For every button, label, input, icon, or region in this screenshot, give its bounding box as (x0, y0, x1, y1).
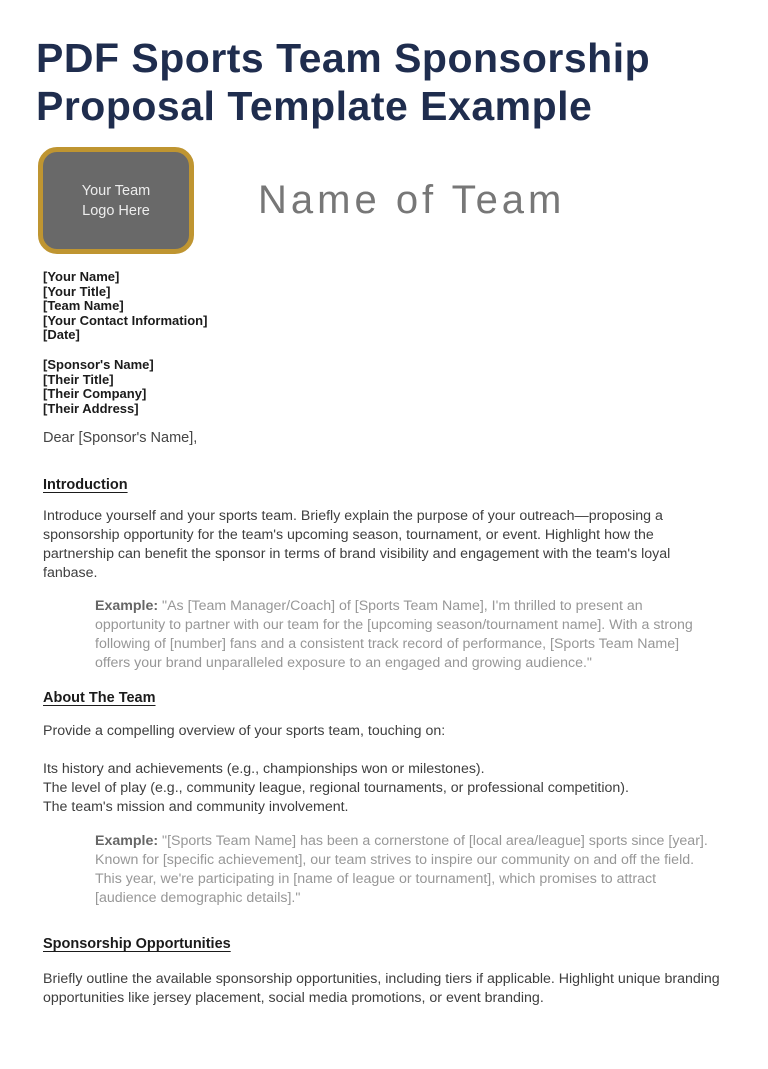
recipient-address: [Their Address] (43, 400, 139, 416)
section-heading-sponsorship-opportunities: Sponsorship Opportunities (43, 936, 231, 953)
team-logo-placeholder (38, 147, 194, 254)
about-example-text: "[Sports Team Name] has been a cornerstone of [local area/league] sports since [year]. Known for [specific achievement], our team strives to inspire our community on and off the field. This year, we're participating in [name of league or tournament], which promises to attract [audience demographic details]." (95, 833, 708, 907)
sender-date: [Date] (43, 327, 80, 343)
team-name-heading: Name of Team (258, 178, 566, 222)
about-example (95, 832, 708, 908)
sender-team: [Team Name] (43, 298, 124, 314)
introduction-example-label: Example: (95, 598, 159, 615)
recipient-name: [Sponsor's Name] (43, 356, 154, 372)
about-list-item: The level of play (e.g., community league, regional tournaments, or professional competition). (43, 780, 629, 797)
sponsorship-body: Briefly outline the available sponsorship opportunities, including tiers if applicable. Highlight unique branding opportunities like jersey placement, social media promotions, or event branding. (43, 971, 720, 1007)
about-list (43, 760, 725, 817)
introduction-body: Introduce yourself and your sports team. Briefly explain the purpose of your outreach—proposing a sponsorship opportunity for the team's upcoming season, tournament, or event. Highlight how the partnership can benefit the sponsor in terms of brand visibility and engagement with the team's loyal fanbase. (43, 508, 671, 582)
sender-address-block (43, 270, 725, 343)
letterhead (38, 147, 768, 254)
salutation: Dear [Sponsor's Name], (43, 430, 198, 447)
about-body: Provide a compelling overview of your sports team, touching on: (43, 723, 446, 740)
introduction-example (95, 597, 708, 673)
sender-contact: [Your Contact Information] (43, 312, 208, 328)
sender-title: [Your Title] (43, 283, 111, 299)
recipient-company: [Their Company] (43, 386, 147, 402)
about-list-item: The team's mission and community involvement. (43, 799, 349, 816)
recipient-title: [Their Title] (43, 371, 114, 387)
sender-name: [Your Name] (43, 269, 120, 284)
introduction-example-text: "As [Team Manager/Coach] of [Sports Team Name], I'm thrilled to present an opportunity to partner with our team for the [upcoming season/tournament name]. With a strong following of [number] fans and a consistent track record of performance, [Sports Team Name] offers your brand unparalleled exposure to an engaged and growing audience." (95, 598, 693, 672)
about-example-label: Example: (95, 833, 159, 850)
about-list-item: Its history and achievements (e.g., championships won or milestones). (43, 761, 485, 778)
section-heading-introduction: Introduction (43, 477, 128, 494)
recipient-address-block (43, 358, 725, 416)
page-title: PDF Sports Team Sponsorship Proposal Template Example (36, 35, 651, 129)
section-heading-about-the-team: About The Team (43, 690, 156, 707)
team-logo-placeholder-label: Your Team Logo Here (81, 182, 151, 219)
